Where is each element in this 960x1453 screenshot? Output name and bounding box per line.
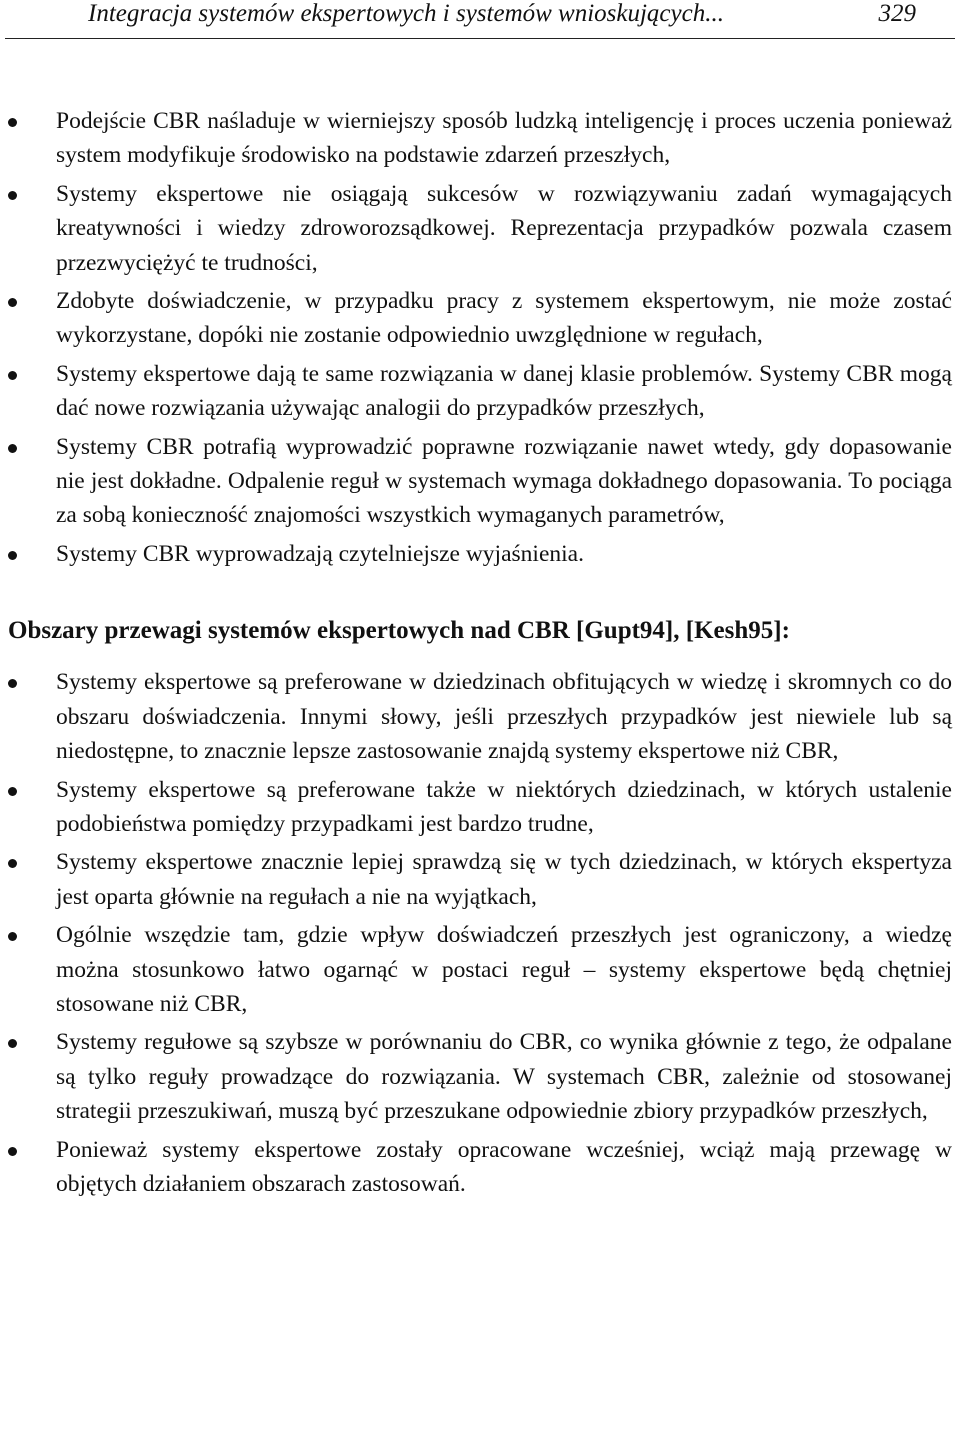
list-item — [0, 537, 960, 571]
running-header — [88, 0, 916, 40]
bullet-icon — [8, 551, 17, 560]
bullet-icon — [8, 1039, 17, 1048]
list-item — [0, 177, 960, 280]
list-item-text: Systemy ekspertowe dają te same rozwiązania w danej klasie problemów. Systemy CBR mogą dać nowe rozwiązania używając analogii do przypadków przeszłych, — [56, 360, 952, 422]
bullet-icon — [8, 444, 17, 453]
list-item — [0, 104, 960, 173]
list-item-text: Systemy ekspertowe są preferowane w dziedzinach obfitujących w wiedzę i skromnych co do obszaru doświadczenia. Innymi słowy, jeśli przeszłych przypadków jest niewiele lub są niedostępne, to znacznie lepsze zastosowanie znajdą systemy ekspertowe niż CBR, — [56, 669, 952, 765]
advantages-cbr-list — [0, 104, 960, 571]
list-item-text: Systemy ekspertowe nie osiągają sukcesów w rozwiązywaniu zadań wymagających kreatywności i wiedzy zdroworozsądkowej. Reprezentacja przypadków pozwala czasem przezwyciężyć te trudności, — [56, 180, 952, 276]
list-item-text: Podejście CBR naśladuje w wierniejszy sposób ludzką inteligencję i proces uczenia ponieważ system modyfikuje środowisko na podstawie zdarzeń przeszłych, — [56, 108, 952, 169]
list-item-text: Ogólnie wszędzie tam, gdzie wpływ doświadczeń przeszłych jest ograniczony, a wiedzę można stosunkowo łatwo ogarnąć w postaci reguł – systemy ekspertowe będą chętniej stosowane niż CBR, — [56, 922, 952, 1017]
bullet-icon — [8, 298, 17, 307]
list-item — [0, 665, 960, 768]
running-title: Integracja systemów ekspertowych i systemów wnioskujących... — [88, 0, 724, 27]
bullet-icon — [8, 118, 17, 127]
list-item — [0, 1025, 960, 1128]
bullet-icon — [8, 371, 17, 380]
list-item — [0, 918, 960, 1021]
bullet-icon — [8, 932, 17, 941]
list-item — [0, 357, 960, 426]
bullet-icon — [8, 787, 17, 796]
header-rule — [5, 38, 955, 39]
list-item-text: Zdobyte doświadczenie, w przypadku pracy z systemem ekspertowym, nie może zostać wykorzystane, dopóki nie zostanie odpowiednio uwzględnione w regułach, — [56, 288, 952, 349]
list-item — [0, 430, 960, 533]
page-number: 329 — [878, 0, 916, 27]
list-item-text: Systemy CBR potrafią wyprowadzić poprawne rozwiązanie nawet wtedy, gdy dopasowanie nie jest dokładne. Odpalenie reguł w systemach wymaga dokładnego dopasowania. To pociąga za sobą konieczność znajomości wszystkich wymaganych parametrów, — [56, 433, 952, 529]
list-item — [0, 845, 960, 914]
bullet-icon — [8, 191, 17, 200]
list-item-text: Ponieważ systemy ekspertowe zostały opracowane wcześniej, wciąż mają przewagę w objętych działaniem obszarach zastosowań. — [56, 1136, 952, 1197]
section-heading: Obszary przewagi systemów ekspertowych nad CBR [Gupt94], [Kesh95]: — [8, 617, 790, 645]
bullet-icon — [8, 859, 17, 868]
bullet-icon — [8, 679, 17, 688]
list-item — [0, 1133, 960, 1202]
list-item — [0, 773, 960, 842]
advantages-expert-systems-list — [0, 665, 960, 1201]
list-item-text: Systemy ekspertowe są preferowane także w niektórych dziedzinach, w których ustalenie podobieństwa pomiędzy przypadkami jest bardzo trudne, — [56, 776, 952, 837]
list-item-text: Systemy ekspertowe znacznie lepiej sprawdzą się w tych dziedzinach, w których ekspertyza jest oparta głównie na regułach a nie na wyjątkach, — [56, 849, 952, 910]
list-item-text: Systemy CBR wyprowadzają czytelniejsze wyjaśnienia. — [56, 540, 584, 567]
list-item — [0, 284, 960, 353]
bullet-icon — [8, 1147, 17, 1156]
list-item-text: Systemy regułowe są szybsze w porównaniu do CBR, co wynika głównie z tego, że odpalane są tylko reguły prowadzące do rozwiązania. W systemach CBR, zależnie od stosowanej strategii przeszukiwań, muszą być przeszukane odpowiednie zbiory przypadków przeszłych, — [56, 1029, 952, 1125]
page-body — [0, 104, 960, 1205]
